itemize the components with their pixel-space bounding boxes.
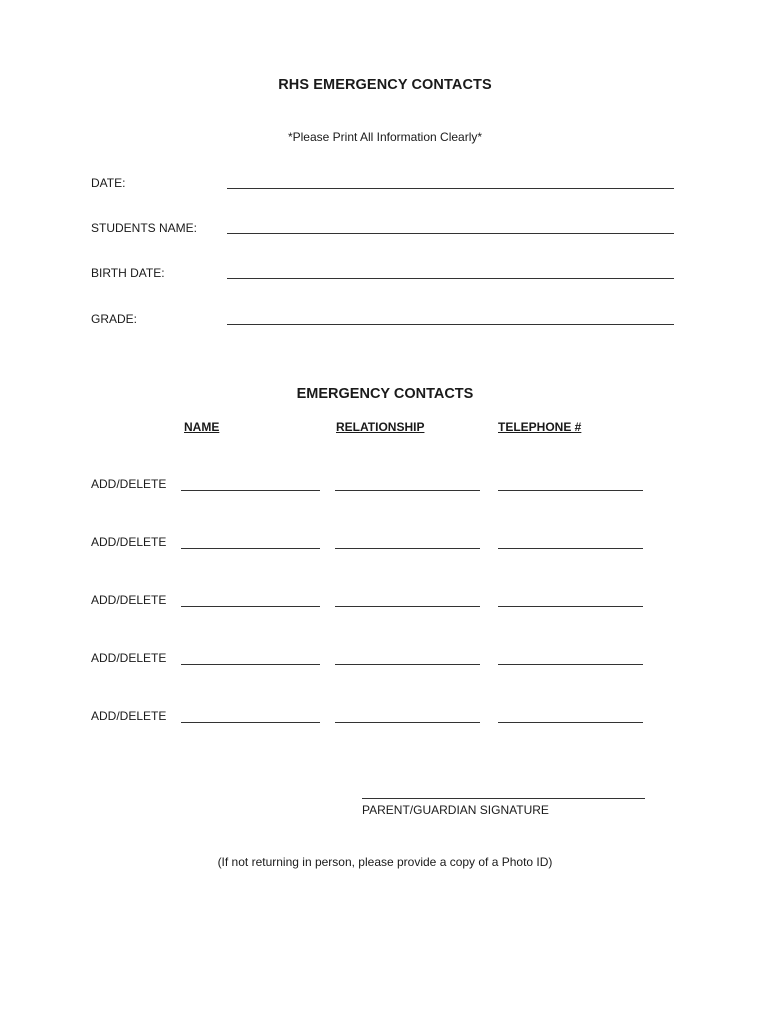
relationship-column-header: RELATIONSHIP [336, 420, 425, 434]
contact-telephone-field[interactable] [498, 606, 643, 607]
add-delete-label: ADD/DELETE [91, 535, 167, 549]
grade-label: GRADE: [91, 312, 138, 326]
add-delete-label: ADD/DELETE [91, 709, 167, 723]
telephone-column-header: TELEPHONE # [498, 420, 582, 434]
grade-field[interactable] [227, 324, 674, 325]
page-subtitle: *Please Print All Information Clearly* [287, 130, 483, 144]
contact-telephone-field[interactable] [498, 722, 643, 723]
contact-telephone-field[interactable] [498, 548, 643, 549]
contact-name-field[interactable] [181, 664, 320, 665]
contact-telephone-field[interactable] [498, 490, 643, 491]
contact-telephone-field[interactable] [498, 664, 643, 665]
students-name-label: STUDENTS NAME: [91, 221, 198, 235]
contact-relationship-field[interactable] [335, 664, 480, 665]
date-field[interactable] [227, 188, 674, 189]
emergency-contacts-heading: EMERGENCY CONTACTS [296, 386, 474, 402]
contact-relationship-field[interactable] [335, 606, 480, 607]
signature-field[interactable] [362, 798, 645, 799]
signature-label: PARENT/GUARDIAN SIGNATURE [362, 803, 549, 817]
contact-name-field[interactable] [181, 606, 320, 607]
birth-date-label: BIRTH DATE: [91, 266, 165, 280]
page-title: RHS EMERGENCY CONTACTS [278, 77, 492, 93]
add-delete-label: ADD/DELETE [91, 651, 167, 665]
contact-name-field[interactable] [181, 722, 320, 723]
add-delete-label: ADD/DELETE [91, 477, 167, 491]
contact-name-field[interactable] [181, 548, 320, 549]
add-delete-label: ADD/DELETE [91, 593, 167, 607]
contact-relationship-field[interactable] [335, 548, 480, 549]
photo-id-note: (If not returning in person, please provide a copy of a Photo ID) [217, 855, 553, 869]
students-name-field[interactable] [227, 233, 674, 234]
date-label: DATE: [91, 176, 126, 190]
contact-name-field[interactable] [181, 490, 320, 491]
name-column-header: NAME [184, 420, 220, 434]
birth-date-field[interactable] [227, 278, 674, 279]
contact-relationship-field[interactable] [335, 490, 480, 491]
contact-relationship-field[interactable] [335, 722, 480, 723]
